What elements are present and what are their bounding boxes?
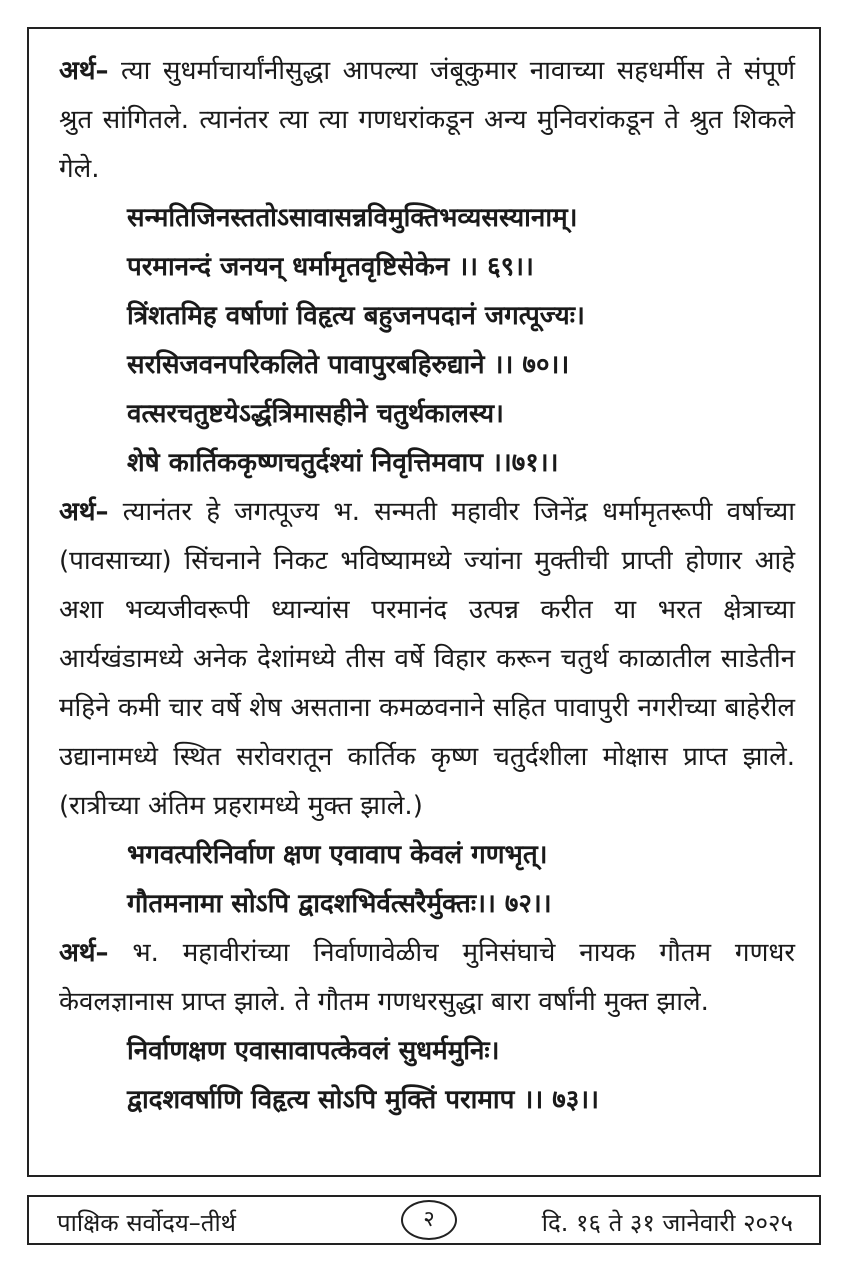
verse-line: सन्मतिजिनस्ततोऽसावासन्नविमुक्तिभव्यसस्यानाम्।	[127, 203, 578, 233]
meaning-label: अर्थ–	[59, 497, 109, 527]
verse-line: द्वादशवर्षाणि विहृत्य सोऽपि मुक्तिं परामाप ।। ७३।।	[127, 1085, 599, 1115]
publication-name: पाक्षिक सर्वोदय–तीर्थ	[57, 1209, 237, 1237]
verse-line: गौतमनामा सोऽपि द्वादशभिर्वत्सरैर्मुक्तः।। ७२।।	[127, 889, 552, 919]
verse-line: शेषे कार्तिककृष्णचतुर्दश्यां निवृत्तिमवाप ।।७१।।	[127, 448, 559, 478]
verse-line: वत्सरचतुष्टयेऽर्द्धत्रिमासहीने चतुर्थकालस्य।	[127, 399, 504, 429]
meaning-label: अर्थ–	[59, 56, 109, 86]
issue-date: दि. १६ ते ३१ जानेवारी २०२५	[541, 1209, 793, 1237]
verse-line: निर्वाणक्षण एवासावापत्केवलं सुधर्ममुनिः।	[127, 1036, 500, 1066]
meaning-label: अर्थ–	[59, 938, 109, 968]
meaning-paragraph-3	[59, 929, 795, 1027]
verse-line: भगवत्परिनिर्वाण क्षण एवावाप केवलं गणभृत्।	[127, 840, 548, 870]
page-number: २	[401, 1200, 457, 1240]
page-content	[59, 47, 795, 1125]
meaning-paragraph-1	[59, 47, 795, 194]
meaning-text: त्या सुधर्माचार्यांनीसुद्धा आपल्या जंबूकुमार नावाच्या सहधर्मीस ते संपूर्ण श्रुत सांगितले. त्यानंतर त्या त्या गणधरांकडून अन्य मुनिवरांकडून ते श्रुत शिकले गेले.	[59, 56, 795, 184]
verse-line: परमानन्दं जनयन् धर्मामृतवृष्टिसेकेन ।। ६९।।	[127, 252, 534, 282]
meaning-text: भ. महावीरांच्या निर्वाणावेळीच मुनिसंघाचे नायक गौतम गणधर केवलज्ञानास प्राप्त झाले. ते गौतम गणधरसुद्धा बारा वर्षांनी मुक्त झाले.	[59, 938, 795, 1017]
page-footer	[27, 1195, 821, 1245]
verse-line: त्रिंशतमिह वर्षाणां विहृत्य बहुजनपदानं जगत्पूज्यः।	[127, 301, 585, 331]
verse-line: सरसिजवनपरिकलिते पावापुरबहिरुद्याने ।। ७०।।	[127, 350, 570, 380]
page-frame	[27, 27, 821, 1177]
meaning-paragraph-2	[59, 488, 795, 831]
meaning-text: त्यानंतर हे जगत्पूज्य भ. सन्मती महावीर जिनेंद्र धर्मामृतरूपी वर्षाच्या (पावसाच्या) सिंचनाने निकट भविष्यामध्ये ज्यांना मुक्तीची प्राप्ती होणार आहे अशा भव्यजीवरूपी ध्यान्यांस परमानंद उत्पन्न करीत या भरत क्षेत्राच्या आर्यखंडामध्ये अनेक देशांमध्ये तीस वर्षे विहार करून चतुर्थ काळातील साडेतीन महिने कमी चार वर्षे शेष असताना कमळवनाने सहित पावापुरी नगरीच्या बाहेरील उद्यानामध्ये स्थित सरोवरातून कार्तिक कृष्ण चतुर्दशीला मोक्षास प्राप्त झाले. (रात्रीच्या अंतिम प्रहरामध्ये मुक्त झाले.)	[59, 497, 795, 821]
